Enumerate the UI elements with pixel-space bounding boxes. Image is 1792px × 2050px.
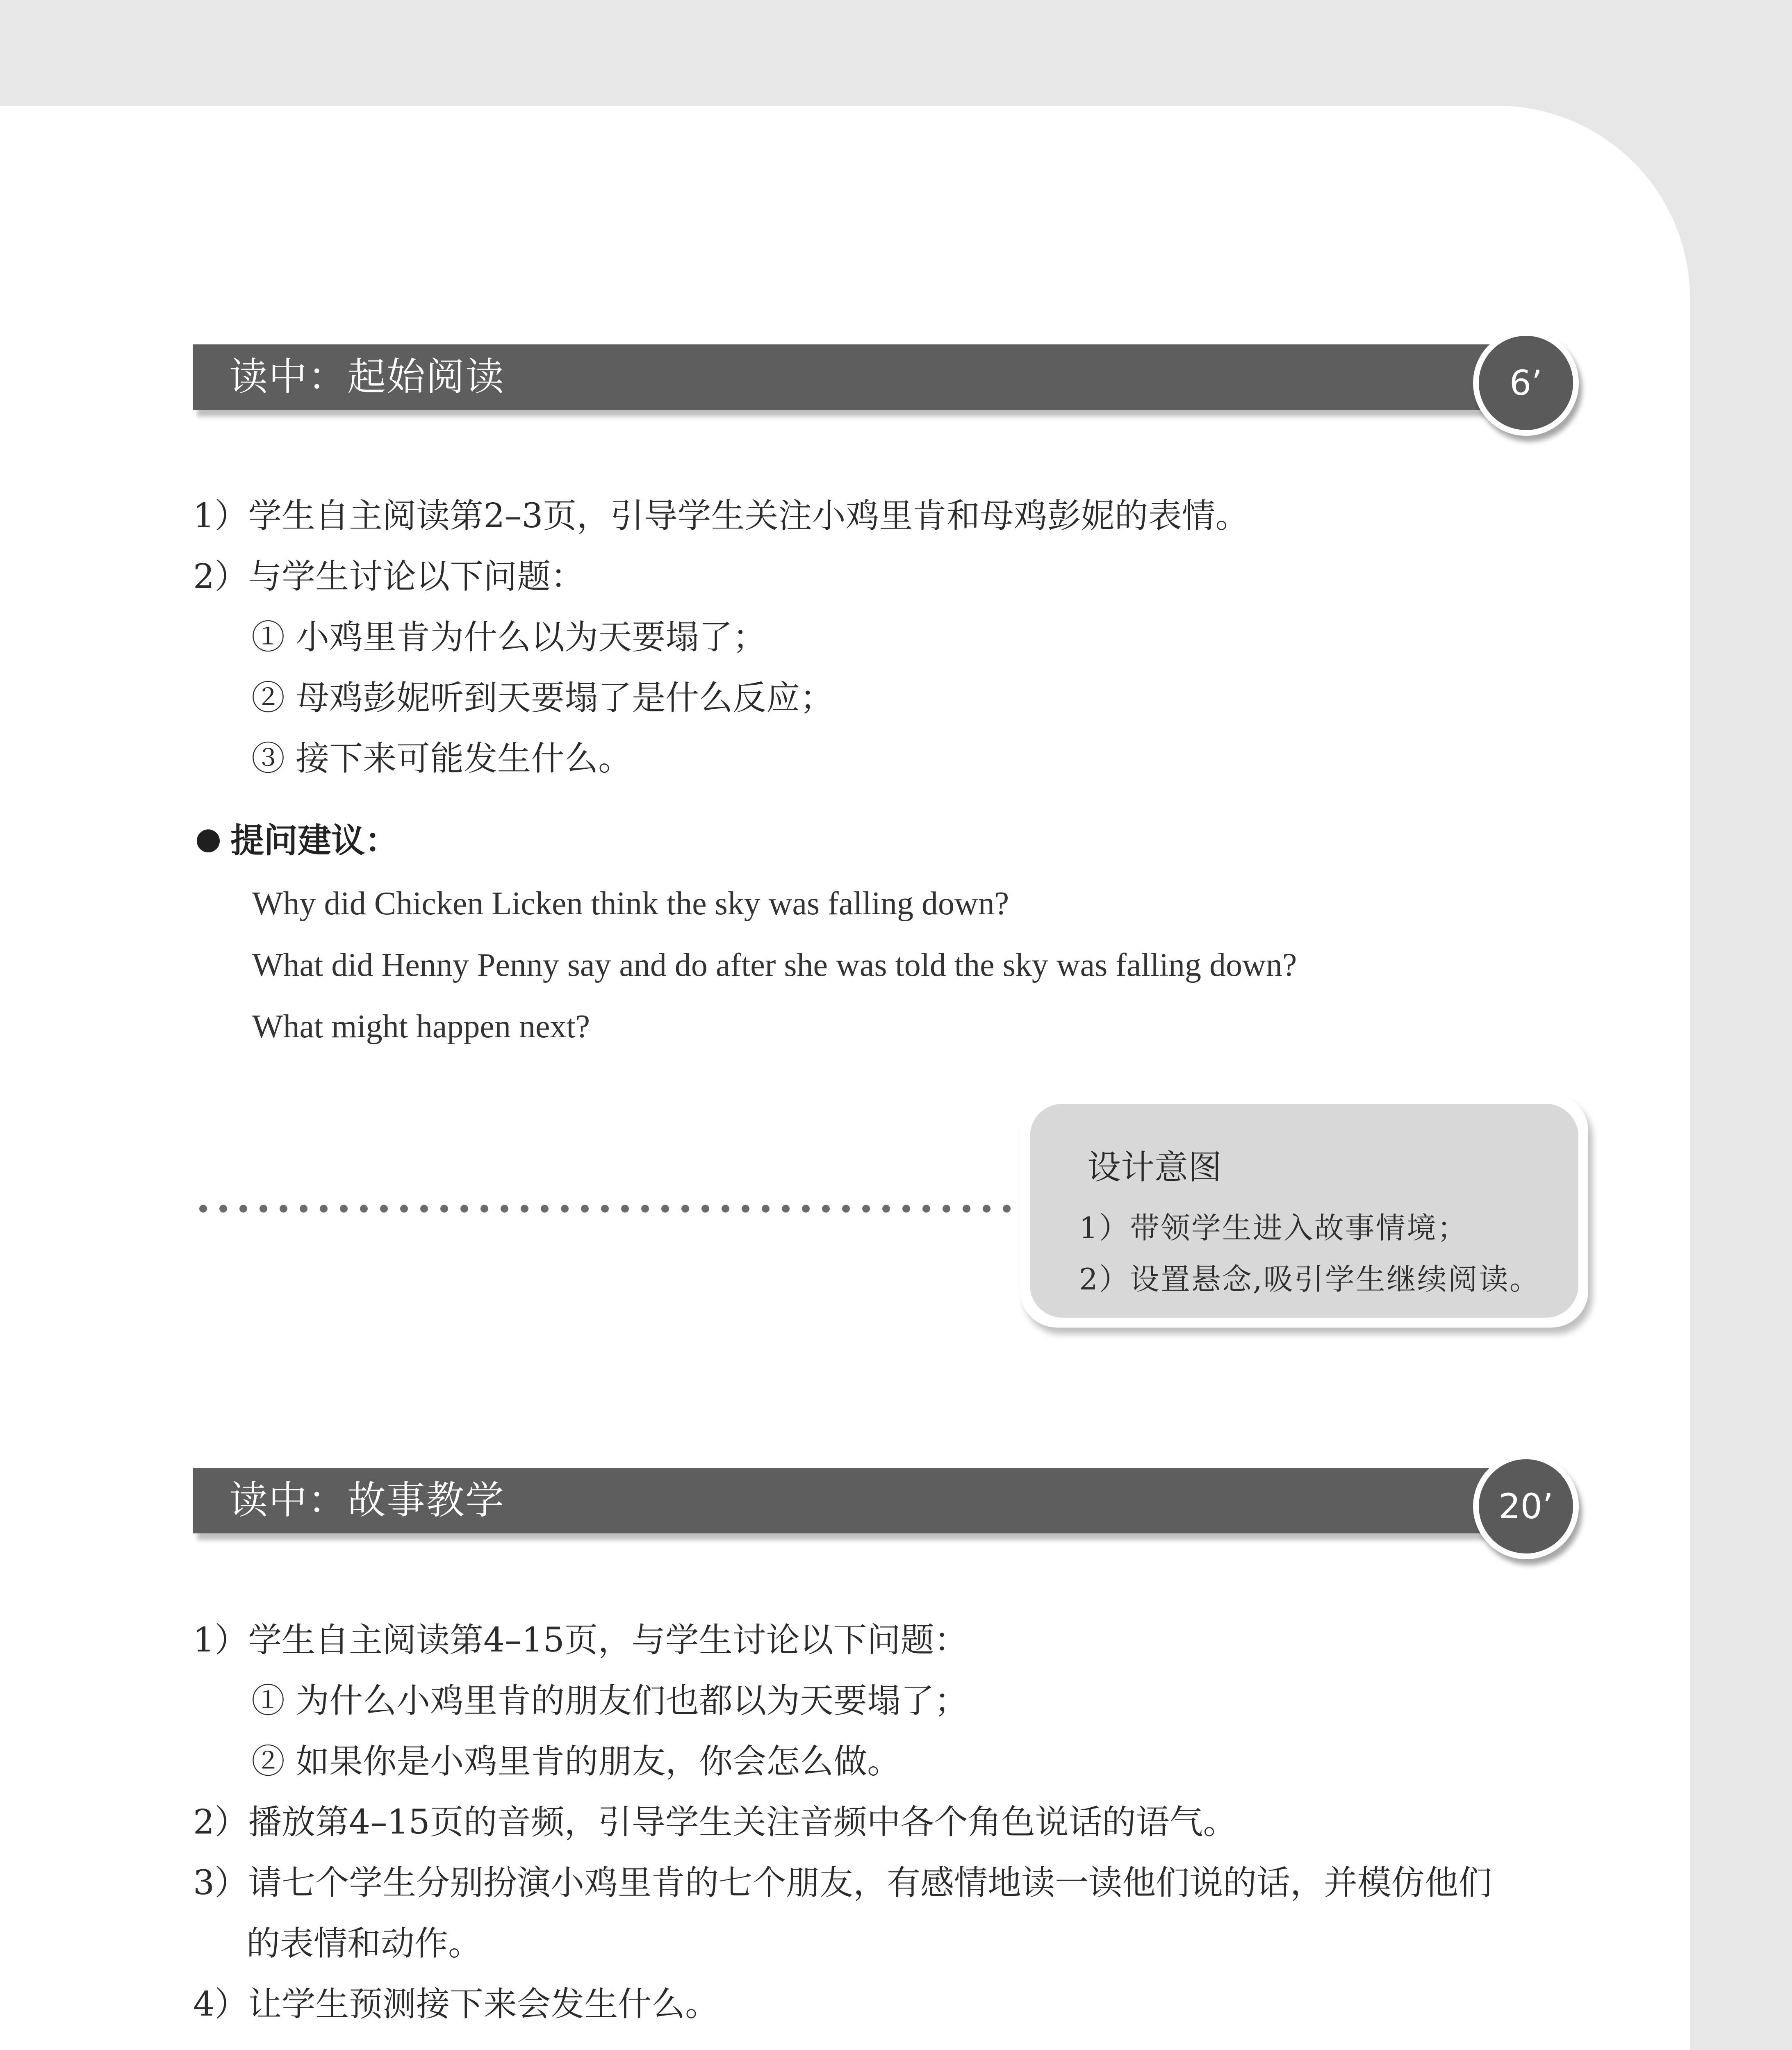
step-line: 4）让学生预测接下来会发生什么。 [193, 1985, 719, 2024]
time-badge: 20’ [1473, 1453, 1579, 1559]
section-title: 读中：起始阅读 [229, 355, 505, 399]
question-item: ② 如果你是小鸡里肯的朋友，你会怎么做。 [251, 1742, 901, 1781]
question-item: ① 小鸡里肯为什么以为天要塌了； [251, 618, 767, 657]
step-line-continued: 的表情和动作。 [246, 1924, 482, 1963]
section-title: 读中：故事教学 [229, 1478, 505, 1523]
design-intent-line: 1）带领学生进入故事情境； [1079, 1211, 1468, 1245]
step-line: 1）学生自主阅读第2–3页，引导学生关注小鸡里肯和母鸡彭妮的表情。 [193, 497, 1249, 535]
question-item: ② 母鸡彭妮听到天要塌了是什么反应； [251, 679, 834, 718]
step-line: 3）请七个学生分别扮演小鸡里肯的七个朋友，有感情地读一读他们说的话，并模仿他们 [193, 1863, 1492, 1902]
tips-heading: 提问建议： [197, 824, 398, 858]
design-intent-inner [1030, 1104, 1578, 1318]
dotted-divider [193, 1204, 1011, 1214]
design-intent-line: 2）设置悬念,吸引学生继续阅读。 [1079, 1262, 1540, 1296]
tip-question: What might happen next? [252, 1009, 590, 1045]
step-line: 1）学生自主阅读第4–15页，与学生讨论以下问题： [193, 1621, 968, 1660]
section-header-story-teaching [193, 1468, 1539, 1533]
step-line: 2）播放第4–15页的音频，引导学生关注音频中各个角色说话的语气。 [193, 1803, 1237, 1842]
bullet-icon [197, 829, 220, 852]
step-line: 2）与学生讨论以下问题： [193, 557, 585, 596]
tip-question: What did Henny Penny say and do after she was told the sky was falling down? [252, 947, 1297, 983]
time-badge: 6’ [1473, 330, 1579, 436]
design-intent-box [1020, 1094, 1588, 1328]
tip-question: Why did Chicken Licken think the sky was falling down? [252, 886, 1009, 922]
design-intent-title: 设计意图 [1087, 1148, 1222, 1187]
question-item: ③ 接下来可能发生什么。 [251, 739, 632, 778]
section-header-initial-reading [193, 344, 1539, 410]
question-item: ① 为什么小鸡里肯的朋友们也都以为天要塌了； [251, 1681, 968, 1720]
